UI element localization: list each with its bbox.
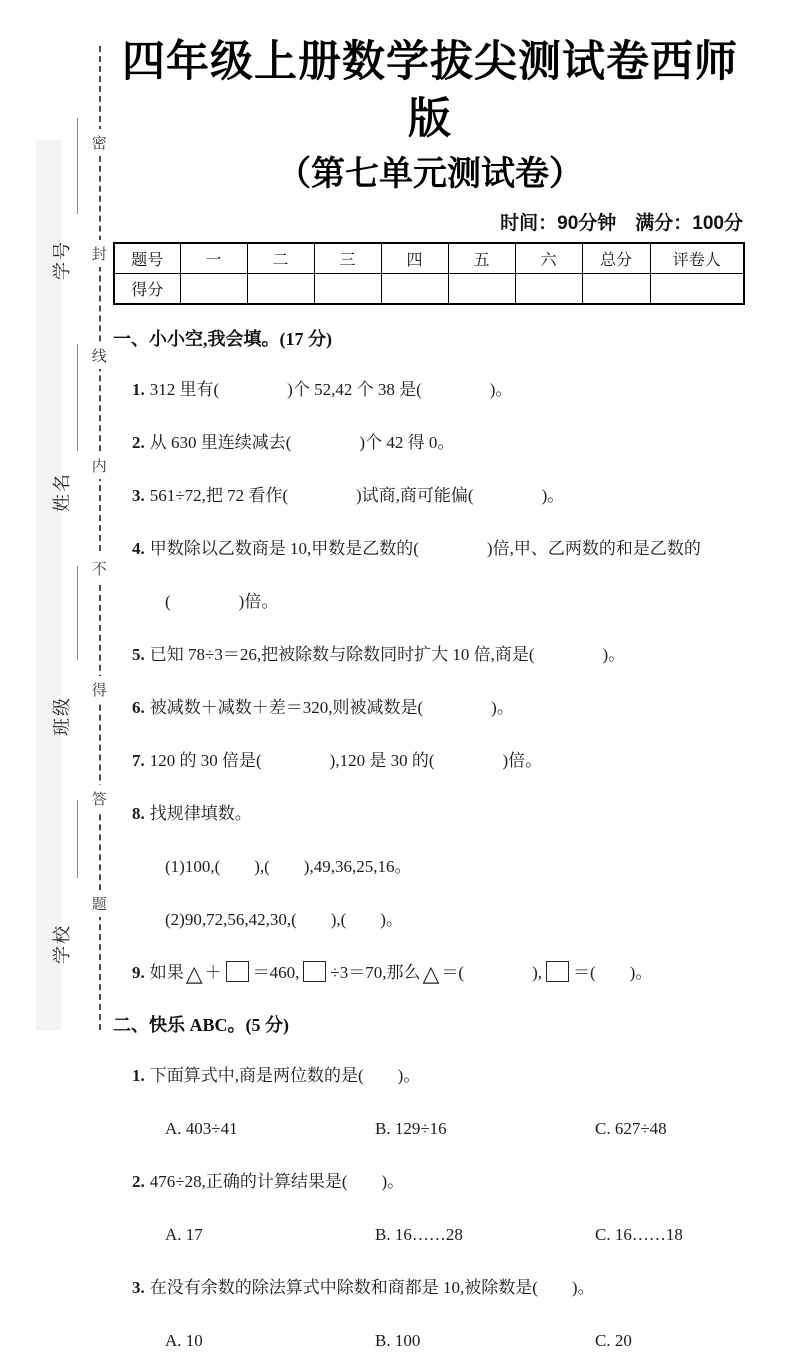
square-shape: [226, 961, 249, 982]
question-5: [113, 637, 747, 673]
question-7: [113, 743, 747, 779]
option-b: B. 100: [375, 1330, 421, 1350]
question-2: [113, 425, 747, 461]
time-score-info: 时间：90分钟 满分：100分: [500, 212, 743, 234]
score-cell: [180, 273, 247, 304]
section1-heading: 一、小小空,我会填。(17 分): [113, 328, 332, 349]
option-a: A. 10: [165, 1330, 203, 1350]
seal-char: 封: [91, 240, 108, 267]
choice-question-3: [113, 1270, 747, 1306]
student-id-label-text: 学号: [52, 240, 72, 280]
score-table-header-cell: 三: [314, 243, 381, 274]
test-paper: [113, 34, 747, 1359]
score-table-score-row: [114, 273, 744, 304]
choice-question-3-options: [113, 1323, 747, 1359]
question-text: 找规律填数。: [149, 803, 252, 823]
triangle-shape: △: [422, 960, 440, 986]
question-number: 3.: [132, 485, 145, 505]
question-text: 已知 78÷3＝26,把被除数与除数同时扩大 10 倍,商是( )。: [149, 644, 626, 664]
score-cell: [314, 273, 381, 304]
option-c: C. 20: [595, 1330, 632, 1350]
question-number: 2.: [132, 1171, 145, 1191]
question-text: 下面算式中,商是两位数的是( )。: [149, 1065, 421, 1085]
question-6: [113, 690, 747, 726]
score-table-header-cell: 二: [247, 243, 314, 274]
question-8-sub-1: [113, 849, 747, 885]
question-number: 2.: [132, 432, 145, 452]
score-table: [113, 242, 745, 305]
score-cell: [247, 273, 314, 304]
class-label-text: 班级: [52, 696, 72, 736]
option-b: B. 129÷16: [375, 1118, 447, 1138]
question-text: 476÷28,正确的计算结果是( )。: [149, 1171, 405, 1191]
question-number: 7.: [132, 750, 145, 770]
question-number: 1.: [132, 1065, 145, 1085]
question-text: (2)90,72,56,42,30,( ),( )。: [165, 909, 403, 929]
question-text: 312 里有( )个 52,42 个 38 是( )。: [149, 379, 513, 399]
score-cell: [381, 273, 448, 304]
class-blank-line: [77, 566, 78, 660]
score-table-header-cell: 题号: [114, 243, 180, 274]
question-number: 1.: [132, 379, 145, 399]
choice-question-1-options: [113, 1111, 747, 1147]
question-text: ÷3＝70,那么: [330, 962, 421, 982]
question-text: 被减数＋减数＋差＝320,则被减数是( )。: [149, 697, 514, 717]
seal-char: 得: [91, 676, 108, 703]
option-c: C. 627÷48: [595, 1118, 667, 1138]
question-text: ＝460,: [252, 962, 300, 982]
page-subtitle: （第七单元测试卷）: [277, 154, 583, 193]
school-blank-line: [77, 800, 78, 878]
square-shape: [303, 961, 326, 982]
question-text: ＋: [204, 962, 222, 982]
seal-char: 线: [91, 342, 108, 369]
question-number: 5.: [132, 644, 145, 664]
question-text: 甲数除以乙数商是 10,甲数是乙数的( )倍,甲、乙两数的和是乙数的: [149, 538, 701, 558]
question-3: [113, 478, 747, 514]
choice-question-2: [113, 1164, 747, 1200]
triangle-shape: △: [185, 960, 203, 986]
question-text: ＝( ),: [441, 962, 543, 982]
option-b: B. 16……28: [375, 1224, 463, 1244]
question-text: 从 630 里连续减去( )个 42 得 0。: [149, 432, 455, 452]
seal-char: 内: [91, 452, 108, 479]
score-table-header-cell: 总分: [582, 243, 650, 274]
question-9: [113, 955, 747, 991]
score-cell: [650, 273, 744, 304]
question-8: [113, 796, 747, 832]
question-text: ＝( )。: [573, 962, 653, 982]
question-text: 120 的 30 倍是( ),120 是 30 的( )倍。: [149, 750, 543, 770]
choice-question-1: [113, 1058, 747, 1094]
question-number: 8.: [132, 803, 145, 823]
seal-char: 不: [91, 555, 108, 582]
question-text: (1)100,( ),( ),49,36,25,16。: [165, 856, 412, 876]
score-table-header-cell: 六: [515, 243, 582, 274]
question-text: ( )倍。: [165, 591, 279, 611]
seal-char: 密: [91, 129, 108, 156]
page-title: 四年级上册数学拔尖测试卷西师版: [122, 38, 738, 143]
score-cell: [515, 273, 582, 304]
score-table-header-cell: 一: [180, 243, 247, 274]
score-cell: [448, 273, 515, 304]
score-table-header-cell: 评卷人: [650, 243, 744, 274]
question-text: 在没有余数的除法算式中除数和商都是 10,被除数是( )。: [149, 1277, 595, 1297]
option-a: A. 403÷41: [165, 1118, 238, 1138]
question-number: 4.: [132, 538, 145, 558]
name-blank-line: [77, 344, 78, 451]
score-cell: [582, 273, 650, 304]
question-number: 3.: [132, 1277, 145, 1297]
name-label-text: 姓名: [52, 472, 72, 512]
student-id-blank-line: [77, 118, 78, 214]
question-1: [113, 372, 747, 408]
score-row-label: 得分: [114, 273, 180, 304]
question-4: [113, 531, 747, 567]
question-text: 561÷72,把 72 看作( )试商,商可能偏( )。: [149, 485, 565, 505]
question-text: 如果: [149, 962, 184, 982]
choice-question-2-options: [113, 1217, 747, 1253]
square-shape: [546, 961, 569, 982]
question-4-continuation: [113, 584, 747, 620]
seal-char: 答: [91, 785, 108, 812]
score-table-header-row: [114, 243, 744, 274]
section2-heading: 二、快乐 ABC。(5 分): [113, 1014, 289, 1035]
option-c: C. 16……18: [595, 1224, 683, 1244]
school-label-text: 学校: [52, 924, 72, 964]
option-a: A. 17: [165, 1224, 203, 1244]
score-table-header-cell: 五: [448, 243, 515, 274]
seal-char: 题: [91, 890, 108, 917]
question-number: 6.: [132, 697, 145, 717]
question-8-sub-2: [113, 902, 747, 938]
seal-dashed-line: [99, 46, 101, 1030]
question-number: 9.: [132, 962, 145, 982]
score-table-header-cell: 四: [381, 243, 448, 274]
